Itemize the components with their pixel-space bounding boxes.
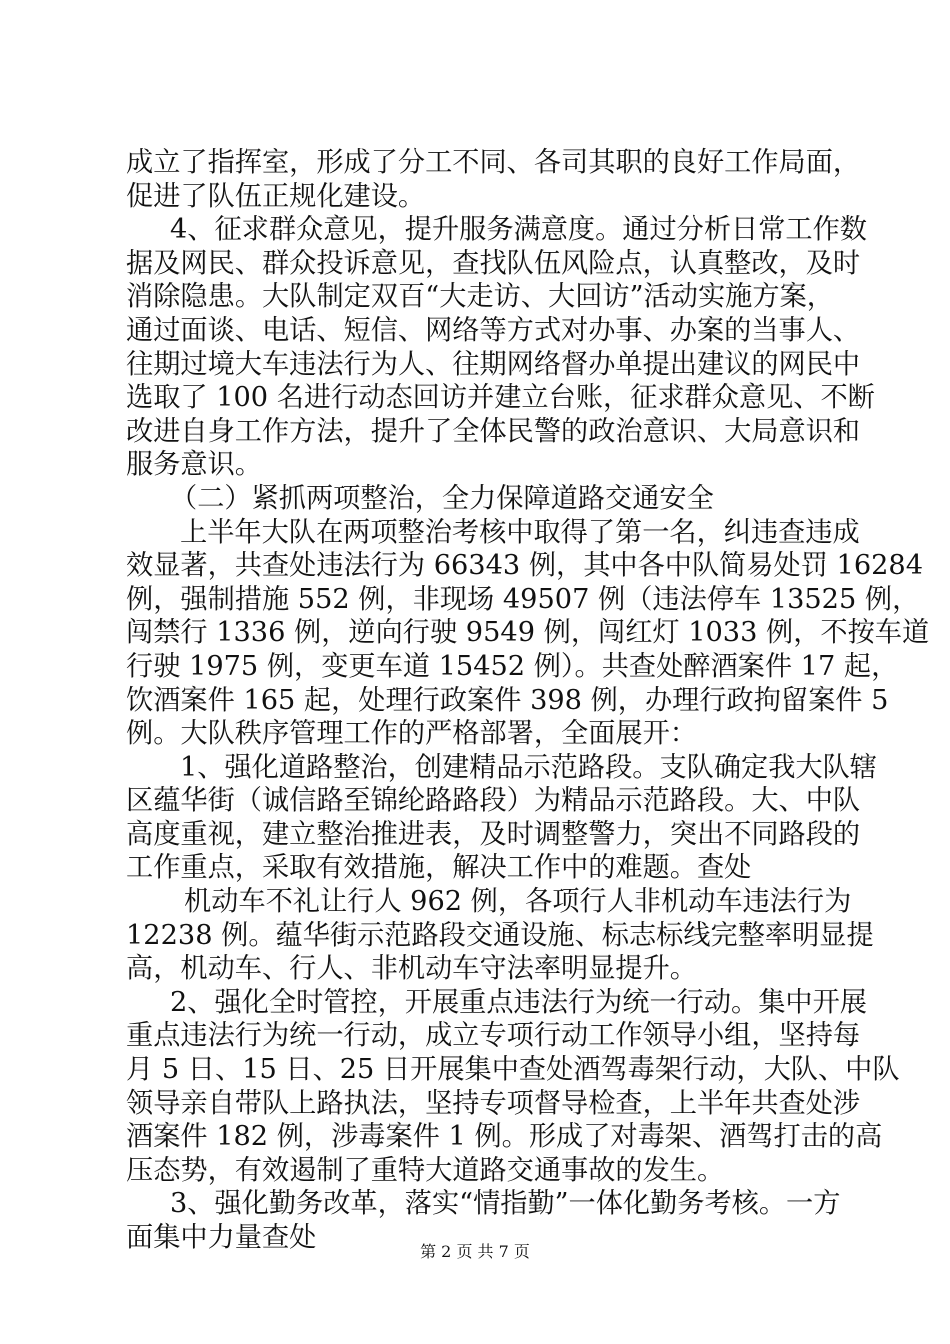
text-line: 上半年大队在两项整治考核中取得了第一名，纠违查违成 [180,516,860,548]
text-line: 1、强化道路整治，创建精品示范路段。支队确定我大队辖 [180,751,877,783]
text-line: 据及网民、群众投诉意见，查找队伍风险点，认真整改，及时 [126,247,861,279]
text-line: 效显著，共查处违法行为 66343 例，其中各中队简易处罚 16284 [126,550,924,582]
document-body [126,146,930,1255]
text-line: 机动车不礼让行人 962 例，各项行人非机动车违法行为 [184,886,852,918]
text-line: 成立了指挥室，形成了分工不同、各司其职的良好工作局面， [126,147,861,178]
text-line: 高度重视，建立整治推进表，及时调整警力，突出不同路段的 [126,818,861,850]
text-line: 闯禁行 1336 例，逆向行驶 9549 例，闯红灯 1033 例，不按车道 [126,617,930,649]
text-line: 领导亲自带队上路执法，坚持专项督导检查，上半年共查处涉 [126,1087,861,1119]
text-line: 月 5 日、15 日、25 日开展集中查处酒驾毒架行动，大队、中队 [126,1054,900,1086]
text-line: 酒案件 182 例，涉毒案件 1 例。形成了对毒架、酒驾打击的高 [126,1121,883,1153]
text-line: 选取了 100 名进行动态回访并建立台账，征求群众意见、不断 [126,382,875,414]
text-line: 饮酒案件 165 起，处理行政案件 398 例，办理行政拘留案件 5 [126,684,889,716]
text-line: （二）紧抓两项整治，全力保障道路交通安全 [170,482,714,514]
text-line: 重点违法行为统一行动，成立专项行动工作领导小组，坚持每 [126,1020,861,1052]
text-line: 通过面谈、电话、短信、网络等方式对办事、办案的当事人、 [126,314,861,346]
text-line: 压态势，有效遏制了重特大道路交通事故的发生。 [126,1154,725,1186]
text-line: 4、征求群众意见，提升服务满意度。通过分析日常工作数 [170,214,867,246]
text-line: 改进自身工作方法，提升了全体民警的政治意识、大局意识和 [126,415,861,447]
text-line: 例。大队秩序管理工作的严格部署，全面展开： [126,718,697,750]
text-line: 往期过境大车违法行为人、往期网络督办单提出建议的网民中 [126,348,861,380]
text-line: 高，机动车、行人、非机动车守法率明显提升。 [126,953,697,985]
text-line: 服务意识。 [126,449,262,481]
text-line: 行驶 1975 例，变更车道 15452 例）。共查处醉酒案件 17 起， [126,650,899,682]
text-line: 消除隐患。大队制定双百“大走访、大回访”活动实施方案， [126,281,834,313]
page-footer: 第 2 页 共 7 页 [420,1242,530,1261]
text-line: 区蕴华街（诚信路至锦纶路路段）为精品示范路段。大、中队 [126,785,861,817]
text-line: 2、强化全时管控，开展重点违法行为统一行动。集中开展 [170,986,867,1018]
text-line: 面集中力量查处 [126,1222,317,1253]
text-line: 12238 例。蕴华街示范路段交通设施、标志标线完整率明显提 [126,919,874,951]
text-line: 促进了队伍正规化建设。 [126,180,426,212]
text-line: 例，强制措施 552 例，非现场 49507 例（违法停车 13525 例， [126,583,920,615]
text-line: 3、强化勤务改革，落实“情指勤”一体化勤务考核。一方 [170,1188,841,1220]
text-line: 工作重点，采取有效措施，解决工作中的难题。查处 [126,852,752,884]
